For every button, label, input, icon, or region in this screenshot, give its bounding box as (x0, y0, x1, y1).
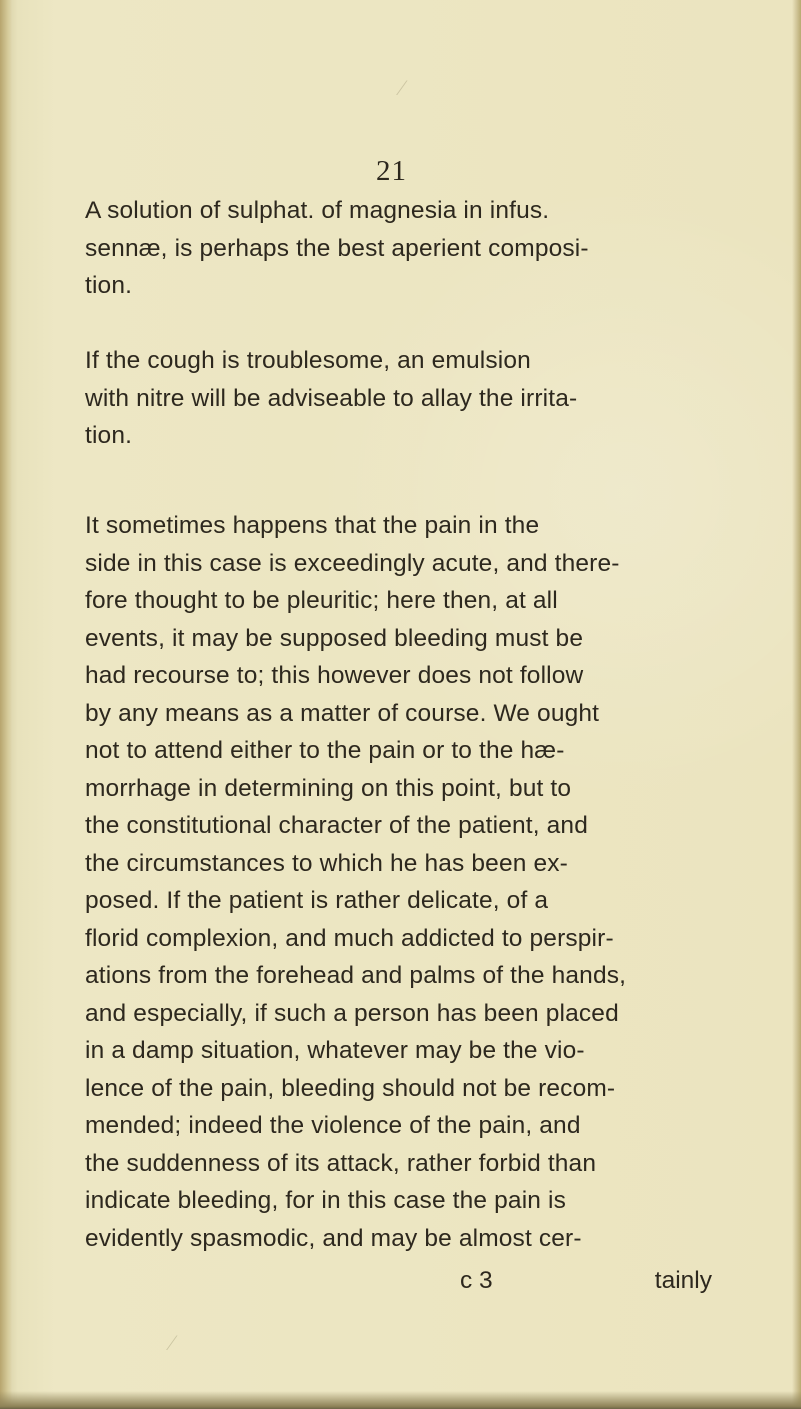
text-line: ations from the forehead and palms of the hands, (85, 962, 627, 989)
page-right-edge (792, 0, 801, 1409)
text-line: side in this case is exceedingly acute, and there- (85, 549, 620, 577)
text-line: in a damp situation, whatever may be the vio- (85, 1037, 585, 1064)
text-line: mended; indeed the violence of the pain, and (85, 1112, 581, 1139)
text-line: and especially, if such a person has been placed (85, 999, 619, 1027)
text-line: florid complexion, and much addicted to perspir- (85, 924, 614, 952)
text-line: not to attend either to the pain or to the hæ- (85, 737, 565, 764)
text-line: the constitutional character of the patient, and (85, 812, 588, 839)
paragraph-2 (85, 342, 720, 455)
page-left-shadow (0, 0, 12, 1409)
text-line: posed. If the patient is rather delicate, of a (85, 887, 549, 914)
text-line: lence of the pain, bleeding should not be recom- (85, 1074, 616, 1102)
text-line: events, it may be supposed bleeding must be (85, 624, 584, 652)
text-line: indicate bleeding, for in this case the pain is (85, 1187, 567, 1214)
text-line: tion. (85, 272, 133, 299)
text-line: the suddenness of its attack, rather forbid than (85, 1149, 597, 1177)
page-footer (85, 1267, 720, 1307)
faint-bleedthrough-mark: ⁄ (170, 1330, 174, 1355)
text-line: by any means as a matter of course. We ought (85, 699, 600, 727)
text-line: had recourse to; this however does not follow (85, 662, 584, 689)
page-number: 21 (376, 155, 407, 187)
text-line: fore thought to be pleuritic; here then, at all (85, 587, 558, 614)
paragraph-1 (85, 192, 720, 305)
text-line: If the cough is troublesome, an emulsion (85, 347, 531, 374)
text-line: evidently spasmodic, and may be almost cer- (85, 1224, 582, 1252)
faint-bleedthrough-mark: ⁄ (400, 75, 404, 100)
text-line: morrhage in determining on this point, but to (85, 774, 572, 802)
text-line: the circumstances to which he has been ex- (85, 849, 568, 877)
text-line: sennæ, is perhaps the best aperient composi- (85, 234, 589, 262)
page-bottom-edge (0, 1391, 801, 1409)
catchword: tainly (654, 1267, 712, 1294)
signature-mark: c 3 (460, 1267, 493, 1294)
text-line: tion. (85, 422, 133, 449)
text-line: It sometimes happens that the pain in the (85, 512, 540, 539)
paragraph-3 (85, 507, 720, 1257)
text-line: with nitre will be adviseable to allay the irrita- (85, 384, 578, 412)
text-line: A solution of sulphat. of magnesia in infus. (85, 197, 550, 224)
